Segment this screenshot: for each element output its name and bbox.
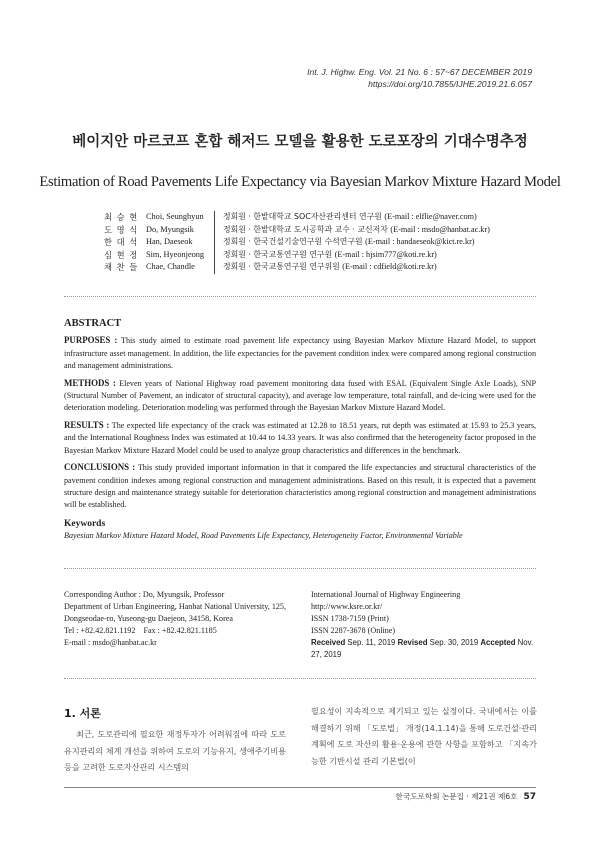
author-email-contact: E-mail : msdo@hanbat.ac.kr (64, 638, 157, 647)
author-row (104, 236, 490, 249)
author-divider (214, 224, 215, 237)
author-row (104, 261, 490, 274)
abstract-methods (64, 377, 536, 415)
conclusions-label: CONCLUSIONS : (64, 462, 136, 473)
author-affiliation (223, 249, 437, 262)
body-text-left: 최근, 도로관리에 필요한 재정투자가 어려워짐에 따라 도로 유지관리의 체계 개선을 위하여 도로의 기능유지, 생애주기비용 등을 고려한 도로자산관리 시스템의 (64, 729, 286, 772)
journal-line: Int. J. Highw. Eng. Vol. 21 No. 6 : 57~67 DECEMBER 2019 (307, 67, 532, 77)
results-label: RESULTS : (64, 420, 110, 431)
author-affiliation (223, 224, 490, 237)
author-email: (E-mail : handaeseok@kict.re.kr) (365, 237, 475, 246)
page-number: 57 (523, 792, 536, 802)
received-date: Sep. 11, 2019 (347, 638, 396, 647)
abstract-conclusions (64, 461, 536, 511)
author-name-korean: 심 현 정 (104, 249, 139, 260)
methods-text: Eleven years of National Highway road pavement monitoring data fused with ESAL (Equivalent Single Axle Loads), SNP (Structural Number of Pavement, an indicator of structural capacity), and average low temperature, total rainfall, and de-icing were used for the deterioration modeling. Deterioration modeling was performed through the Bayesian Markov Mixture Hazard Model. (64, 378, 537, 413)
issn-print: ISSN 1738-7159 (Print) (311, 614, 389, 623)
methods-label: METHODS : (64, 377, 116, 388)
results-text: The expected life expectancy of the crack was estimated at 12.28 to 18.51 years, rut depth was estimated at 15.93 to 25.3 years, and the International Roughness Index was estimated at 10.44 to 14.33 years. It was also confirmed that the heterogeneity factor proposed in the Bayesian Markov Mixture Hazard Model could be used to analyze group characteristics and differences in the benchmark. (64, 421, 536, 455)
affiliation-text: 정회원 · 한밭대학교 도시공학과 교수 · 교신저자 (223, 224, 388, 234)
title-english: Estimation of Road Pavements Life Expectancy via Bayesian Markov Mixture Hazard Model (39, 174, 561, 190)
affiliation-text: 정회원 · 한밭대학교 SOC자산관리센터 연구원 (223, 212, 382, 221)
conclusions-text: This study provided important information in that it compared the life expectancies and structural characteristics of the pavement condition indexes among regional construction and management administrations. Based on this result, it is expected that a pavement structure design and maintenance strategy suitable for deterioration characteristics among regional construction and management administrations will be established. (64, 463, 536, 510)
author-name-english: Han, Daeseok (146, 237, 193, 246)
author-email: (E-mail : hjsim777@koti.re.kr) (334, 249, 437, 259)
doi-link[interactable]: https://doi.org/10.7855/IJHE.2019.21.6.057 (368, 79, 532, 89)
author-affiliation (223, 261, 437, 274)
author-affiliation (223, 236, 475, 249)
journal-url[interactable]: http://www.ksre.or.kr/ (311, 602, 383, 611)
journal-name: International Journal of Highway Engineering (311, 590, 461, 599)
divider-dotted (64, 568, 536, 569)
divider-dotted (64, 296, 536, 297)
author-name-korean: 한 대 석 (104, 237, 139, 247)
journal-citation (307, 66, 532, 90)
affiliation-text: 정회원 · 한국교통연구원 연구원 (223, 249, 333, 259)
author-list (104, 211, 490, 274)
accepted-label: Accepted (480, 638, 516, 647)
abstract-section (64, 318, 536, 542)
footer-rule (64, 787, 536, 788)
revised-label: Revised (397, 638, 428, 647)
received-label: Received (311, 638, 346, 647)
author-row (104, 211, 490, 224)
title-korean: 베이지안 마르코프 혼합 해저드 모델을 활용한 도로포장의 기대수명추정 (72, 134, 528, 150)
keywords-text: Bayesian Markov Mixture Hazard Model, Road Pavements Life Expectancy, Heterogeneity Factor, Environmental Variable (64, 530, 463, 540)
author-row (104, 249, 490, 262)
author-affiliation (223, 211, 477, 224)
keywords-heading: Keywords (64, 518, 106, 529)
author-email: (E-mail : elflie@naver.com) (384, 212, 477, 221)
page-footer (396, 791, 536, 802)
purposes-text: This study aimed to estimate road pavement life expectancy using Bayesian Markov Mixture Hazard Model, to support infrastructure asset management. In addition, the life expectancies for the pavement condition index were compared among regional construction and management administrations. (64, 336, 536, 370)
section-heading: 1. 서론 (64, 707, 101, 720)
author-email: (E-mail : cdfield@koti.re.kr) (342, 262, 437, 271)
affiliation-text: 정회원 · 한국교통연구원 연구위원 (223, 262, 340, 271)
author-divider (214, 236, 215, 249)
purposes-label: PURPOSES : (64, 335, 118, 346)
journal-info-block (311, 589, 541, 661)
author-name-english: Chae, Chandle (146, 262, 195, 271)
corresponding-author: Corresponding Author : Do, Myungsik, Professor (64, 590, 225, 599)
abstract-heading: ABSTRACT (64, 318, 122, 329)
affiliation-text: 정회원 · 한국건설기술연구원 수석연구원 (223, 237, 363, 246)
author-email: (E-mail : msdo@hanbat.ac.kr) (390, 224, 490, 234)
correspondence-block (64, 589, 286, 649)
issn-online: ISSN 2287-3678 (Online) (311, 626, 396, 635)
article-dates (311, 637, 541, 661)
author-address: Department of Urban Engineering, Hanbat National University, 125, Dongseodae-ro, Yuseong-gu Daejeon, 34158, Korea (64, 602, 286, 623)
footer-journal: 한국도로학회 논문집 · 제21권 제6호 (395, 792, 518, 801)
author-name-korean: 도 명 식 (104, 224, 139, 235)
author-divider (214, 211, 215, 224)
abstract-purposes (64, 334, 536, 372)
author-phone: Tel : +82.42.821.1192 Fax : +82.42.821.1185 (64, 626, 217, 635)
accepted-date: Nov. 27, 2019 (311, 638, 534, 659)
author-name-korean: 최 승 현 (104, 212, 139, 222)
author-divider (214, 261, 215, 274)
body-text-right: 필요성이 지속적으로 제기되고 있는 실정이다. 국내에서는 이를 해결하기 위해 「도로법」 개정(14.1.14)을 통해 도로건설·관리계획에 도로 자산의 활용·운용에 관한 사항을 포함하고 「지속가능한 기반시설 관리 기본법(이 (311, 706, 537, 766)
author-divider (214, 249, 215, 262)
author-name-korean: 채 찬 들 (104, 262, 139, 272)
author-name-english: Choi, Seunghyun (146, 212, 204, 221)
abstract-results (64, 419, 536, 457)
revised-date: Sep. 30, 2019 (429, 638, 479, 647)
author-name-english: Do, Myungsik (146, 224, 194, 234)
author-name-english: Sim, Hyeonjeong (146, 249, 205, 259)
divider-dotted (64, 678, 536, 679)
author-row (104, 224, 490, 237)
